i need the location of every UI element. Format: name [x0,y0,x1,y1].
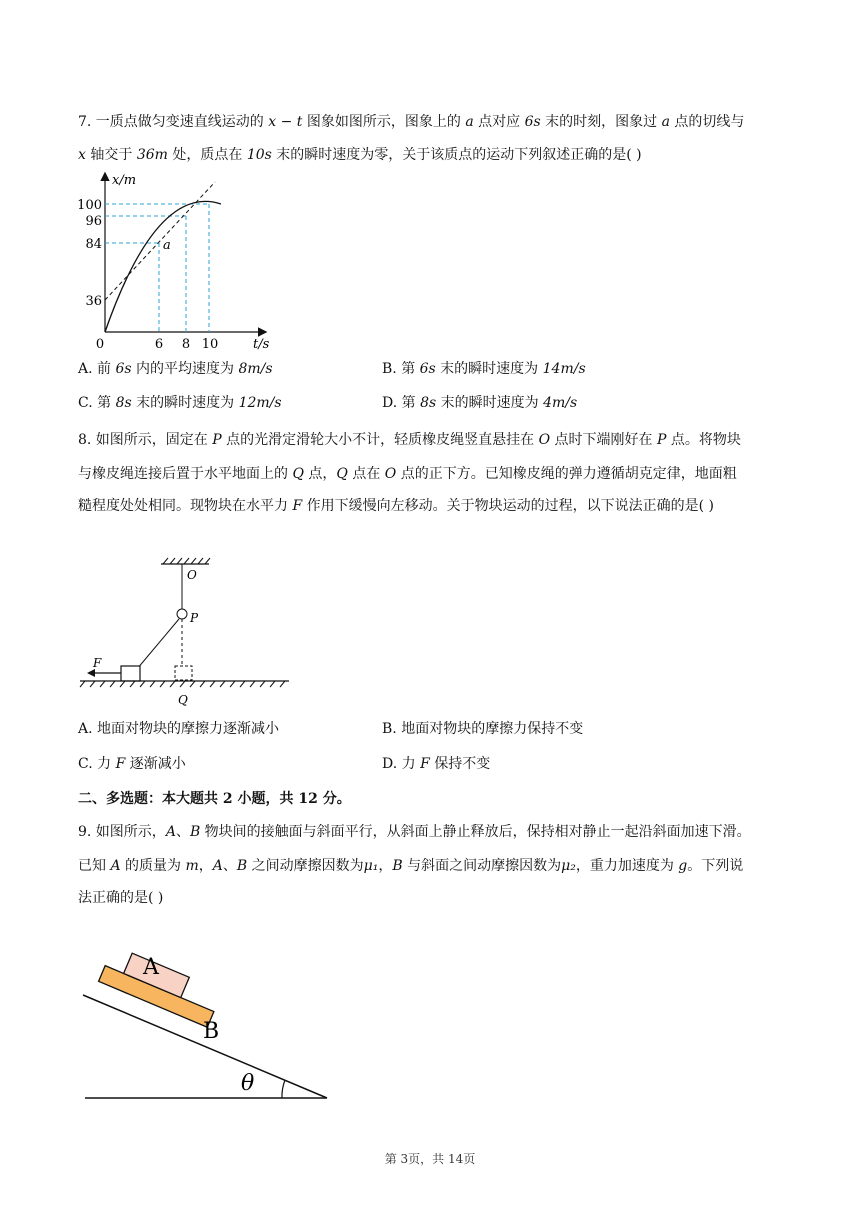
q7-option-b[interactable] [382,359,586,379]
y-tick-96: 96 [85,214,102,229]
q8-text: 点时下端刚好在 [550,432,657,448]
q9-text: 与斜面之间动摩擦因数为 [402,858,562,874]
section-heading: 二、多选题：本大题共 2 小题，共 12 分。 [78,791,351,807]
option-text: 末的瞬时速度为 [435,361,543,377]
option-math: 14m/s [542,361,586,377]
option-text: A. 前 [78,361,116,377]
angle-arc [282,1080,285,1098]
y-tick-36: 36 [85,294,102,309]
q8-math: P [212,432,222,448]
q9-math: g [678,858,688,874]
option-text: 内的平均速度为 [131,361,239,377]
q7-option-c[interactable] [78,393,282,413]
q8-option-d[interactable] [382,754,490,774]
q8-option-a[interactable]: A. 地面对物块的摩擦力逐渐减小 [78,721,280,737]
label-theta: θ [241,1071,255,1096]
q8-pulley-figure [75,556,295,712]
option-text: 末的瞬时速度为 [131,395,239,411]
q9-text: 9. 如图所示， [78,824,166,840]
q9-line-1 [78,822,751,842]
q7-text: 处，质点在 [167,147,247,163]
pulley [177,609,187,619]
q9-math: μ₁ [363,858,379,874]
q7-line-1 [78,112,744,132]
q9-line-3: 法正确的是( ) [78,890,164,906]
q8-line-3 [78,496,714,516]
q8-text: 点。将物块 [666,432,741,448]
option-text: D. 力 [382,756,421,772]
label-p: P [190,611,199,625]
q8-text: 糙程度处处相同。现物块在水平力 [78,498,293,514]
q8-line-1 [78,430,741,450]
q9-text: 。下列说 [687,858,744,874]
q8-option-b[interactable]: B. 地面对物块的摩擦力保持不变 [382,721,584,737]
q8-text: 与橡皮绳连接后置于水平地面上的 [78,466,293,482]
q8-text: 点在 [347,466,385,482]
label-a: A [143,955,159,980]
option-text: C. 力 [78,756,116,772]
option-text: 保持不变 [429,756,491,772]
label-f: F [93,656,102,670]
option-math: F [115,756,126,772]
x-axis-label: t/s [253,337,270,352]
q9-text: ，重力加速度为 [575,858,679,874]
label-b: B [203,1019,220,1044]
label-o: O [187,568,197,582]
q9-text: 物块间的接触面与斜面平行，从斜面上静止释放后，保持相对静止一起沿斜面加速下滑。 [200,824,751,840]
option-math: 6s [115,361,132,377]
q7-math: x [78,147,86,163]
q9-math: m [185,858,199,874]
tangent-line [105,182,215,300]
q7-math: a [661,114,670,130]
option-math: 6s [419,361,436,377]
rubber-cord-slant [137,619,179,669]
q9-text: 已知 [78,858,111,874]
option-text: D. 第 [382,395,421,411]
q8-option-c[interactable] [78,754,186,774]
q8-text: 点的光滑定滑轮大小不计，轻质橡皮绳竖直悬挂在 [221,432,539,448]
q7-text: 点的切线与 [669,114,745,130]
option-math: F [420,756,430,772]
xt-curve [105,201,221,332]
y-tick-84: 84 [85,237,102,252]
q9-text: ， [378,858,393,874]
q7-text: 图象如图所示，图象上的 [302,114,466,130]
q9-text: 的质量为 [120,858,186,874]
q8-math: Q [336,466,348,482]
q9-text: 、 [175,824,190,840]
q8-math: O [384,466,397,482]
y-tick-100: 100 [77,198,102,213]
q9-incline-figure [75,948,335,1104]
q9-text: ， [198,858,213,874]
q8-math: P [656,432,667,448]
q8-text: 8. 如图所示，固定在 [78,432,213,448]
label-q: Q [178,693,188,707]
q8-text: 点的正下方。已知橡皮绳的弹力遵循胡克定律，地面粗 [396,466,737,482]
point-a-label: a [163,238,171,253]
q7-math: x − t [268,114,303,130]
option-math: 4m/s [543,395,578,411]
page-footer: 第 3页，共 14页 [384,1152,476,1166]
x-tick-6: 6 [154,337,164,352]
option-text: 末的瞬时速度为 [436,395,544,411]
q7-math: 6s [524,114,541,130]
q7-option-a[interactable] [78,359,273,379]
q9-line-2 [78,856,743,876]
option-math: 8s [420,395,437,411]
q7-math: 36m [136,147,168,163]
q8-line-2 [78,464,737,484]
q7-text: 末的时刻，图象过 [540,114,662,130]
option-text: B. 第 [382,361,420,377]
q9-text: 、 [222,858,237,874]
q7-math: a [465,114,474,130]
option-math: 8s [115,395,132,411]
q9-math: A [110,858,121,874]
q7-xt-graph [70,168,280,352]
q7-text: 7. 一质点做匀变速直线运动的 [78,114,269,130]
block [121,666,140,681]
option-text: 逐渐减小 [125,756,186,772]
q7-line-2 [78,145,642,165]
q8-math: F [292,498,303,514]
q8-text: 点， [303,466,337,482]
q8-text: 作用下缓慢向左移动。关于物块运动的过程，以下说法正确的是( ) [302,498,714,514]
option-math: 12m/s [238,395,282,411]
q9-math: μ₂ [561,858,576,874]
option-text: C. 第 [78,395,116,411]
q7-option-d[interactable] [382,393,577,413]
option-math: 8m/s [238,361,273,377]
q9-math: A [212,858,223,874]
q9-math: B [236,858,248,874]
q7-text: 点对应 [473,114,525,130]
q8-math: O [538,432,551,448]
dashed-block-q [175,666,192,680]
q9-math: B [392,858,403,874]
y-axis-label: x/m [112,173,137,188]
q7-text: 末的瞬时速度为零，关于该质点的运动下列叙述正确的是( ) [271,147,642,163]
q9-text: 之间动摩擦因数为 [247,858,364,874]
q7-math: 10s [246,147,272,163]
q9-math: A [165,824,176,840]
x-tick-8: 8 [181,337,191,352]
x-tick-10: 10 [201,337,219,352]
origin-label: 0 [95,337,105,352]
q8-math: Q [292,466,304,482]
q7-text: 轴交于 [85,147,137,163]
q9-math: B [189,824,201,840]
